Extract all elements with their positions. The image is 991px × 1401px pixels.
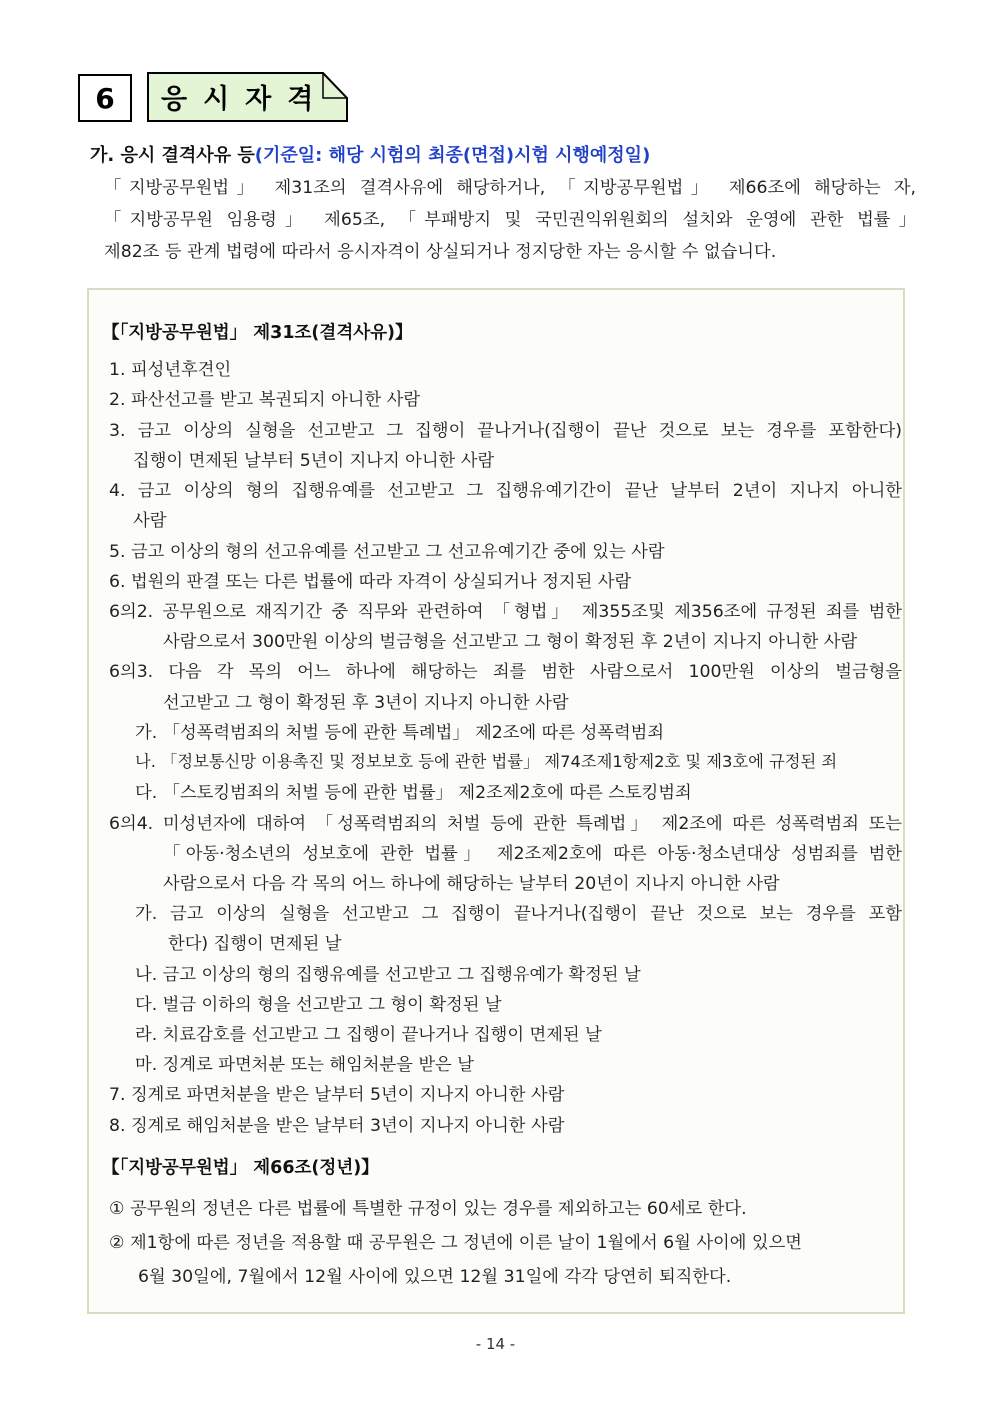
list-item: 3. 금고 이상의 실형을 선고받고 그 집행이 끝나거나(집행이 끝난 것으로 보는 경우를 포함한다) bbox=[109, 421, 902, 441]
section-title-box bbox=[147, 72, 349, 124]
list-item: 6의3. 다음 각 목의 어느 하나에 해당하는 죄를 범한 사람으로서 100만원 이상의 벌금형을 bbox=[109, 662, 902, 682]
list-item: 8. 징계로 해임처분을 받은 날부터 3년이 지나지 아니한 사람 bbox=[109, 1116, 565, 1136]
list-item: 6의2. 공무원으로 재직기간 중 직무와 관련하여 「형법」 제355조및 제356조에 규정된 죄를 범한 bbox=[109, 602, 902, 622]
list-item-continuation: 집행이 면제된 날부터 5년이 지나지 아니한 사람 bbox=[133, 451, 495, 471]
list-item-continuation: 「아동·청소년의 성보호에 관한 법률」 제2조제2호에 따른 아동·청소년대상 성범죄를 범한 bbox=[163, 844, 902, 864]
box-subheading-article66: 【「지방공무원법」 제66조(정년)】 bbox=[102, 1158, 379, 1178]
sub-list-item: 마. 징계로 파면처분 또는 해임처분을 받은 날 bbox=[135, 1055, 474, 1075]
intro-paragraph bbox=[104, 172, 916, 268]
list-item-continuation: 사람으로서 300만원 이상의 벌금형을 선고받고 그 형이 확정된 후 2년이 지나지 아니한 사람 bbox=[163, 632, 858, 652]
list-item: 4. 금고 이상의 형의 집행유예를 선고받고 그 집행유예기간이 끝난 날부터 2년이 지나지 아니한 bbox=[109, 481, 902, 501]
sub-list-item: 다. 「스토킹범죄의 처벌 등에 관한 법률」 제2조제2호에 따른 스토킹범죄 bbox=[135, 783, 692, 803]
section-number: 6 bbox=[78, 74, 132, 122]
clause-item-continuation: 6월 30일에, 7월에서 12월 사이에 있으면 12월 31일에 각각 당연히 퇴직한다. bbox=[138, 1267, 732, 1287]
intro-line: 「지방공무원 임용령」 제65조, 「부패방지 및 국민권익위원회의 설치와 운영에 관한 법률」 bbox=[104, 210, 916, 230]
list-item-continuation: 선고받고 그 형이 확정된 후 3년이 지나지 아니한 사람 bbox=[163, 693, 569, 713]
sub-list-item: 가. 「성폭력범죄의 처벌 등에 관한 특례법」 제2조에 따른 성폭력범죄 bbox=[135, 723, 665, 743]
sub-list-item: 라. 치료감호를 선고받고 그 집행이 끝나거나 집행이 면제된 날 bbox=[135, 1025, 602, 1045]
sub-list-item: 가. 금고 이상의 실형을 선고받고 그 집행이 끝나거나(집행이 끝난 것으로 보는 경우를 포함 bbox=[135, 904, 902, 924]
sub-list-item: 다. 벌금 이하의 형을 선고받고 그 형이 확정된 날 bbox=[135, 995, 502, 1015]
intro-line: 제82조 등 관계 법령에 따라서 응시자격이 상실되거나 정지당한 자는 응시할 수 없습니다. bbox=[104, 242, 777, 262]
list-item: 2. 파산선고를 받고 복권되지 아니한 사람 bbox=[109, 390, 421, 410]
list-item-continuation: 사람 bbox=[133, 511, 167, 531]
list-item: 6. 법원의 판결 또는 다른 법률에 따라 자격이 상실되거나 정지된 사람 bbox=[109, 572, 632, 592]
heading-reference-date: (기준일: 해당 시험의 최종(면접)시험 시행예정일) bbox=[254, 145, 651, 166]
list-item: 5. 금고 이상의 형의 선고유예를 선고받고 그 선고유예기간 중에 있는 사람 bbox=[109, 542, 665, 562]
heading-prefix: 가. 응시 결격사유 등 bbox=[90, 145, 255, 166]
list-item: 7. 징계로 파면처분을 받은 날부터 5년이 지나지 아니한 사람 bbox=[109, 1085, 565, 1105]
sub-list-item-continuation: 한다) 집행이 면제된 날 bbox=[168, 934, 342, 954]
sub-list-item: 나. 「정보통신망 이용촉진 및 정보보호 등에 관한 법률」 제74조제1항제2호 및 제3호에 규정된 죄 bbox=[135, 752, 838, 771]
intro-line: 「지방공무원법」 제31조의 결격사유에 해당하거나, 「지방공무원법」 제66조에 해당하는 자, bbox=[104, 178, 916, 198]
sub-list-item: 나. 금고 이상의 형의 집행유예를 선고받고 그 집행유예가 확정된 날 bbox=[135, 965, 641, 985]
list-item: 6의4. 미성년자에 대하여 「성폭력범죄의 처벌 등에 관한 특례법」 제2조에 따른 성폭력범죄 또는 bbox=[109, 814, 902, 834]
clause-item: ① 공무원의 정년은 다른 법률에 특별한 규정이 있는 경우를 제외하고는 60세로 한다. bbox=[109, 1199, 747, 1219]
subsection-heading bbox=[90, 141, 650, 167]
list-item: 1. 피성년후견인 bbox=[109, 360, 232, 380]
clause-item: ② 제1항에 따른 정년을 적용할 때 공무원은 그 정년에 이른 날이 1월에서 6월 사이에 있으면 bbox=[109, 1233, 802, 1253]
page-number: - 14 - bbox=[475, 1335, 516, 1353]
list-item-continuation: 사람으로서 다음 각 목의 어느 하나에 해당하는 날부터 20년이 지나지 아니한 사람 bbox=[163, 874, 780, 894]
box-subheading-article31: 【「지방공무원법」 제31조(결격사유)】 bbox=[102, 323, 413, 343]
section-title: 응시자격 bbox=[161, 83, 330, 115]
